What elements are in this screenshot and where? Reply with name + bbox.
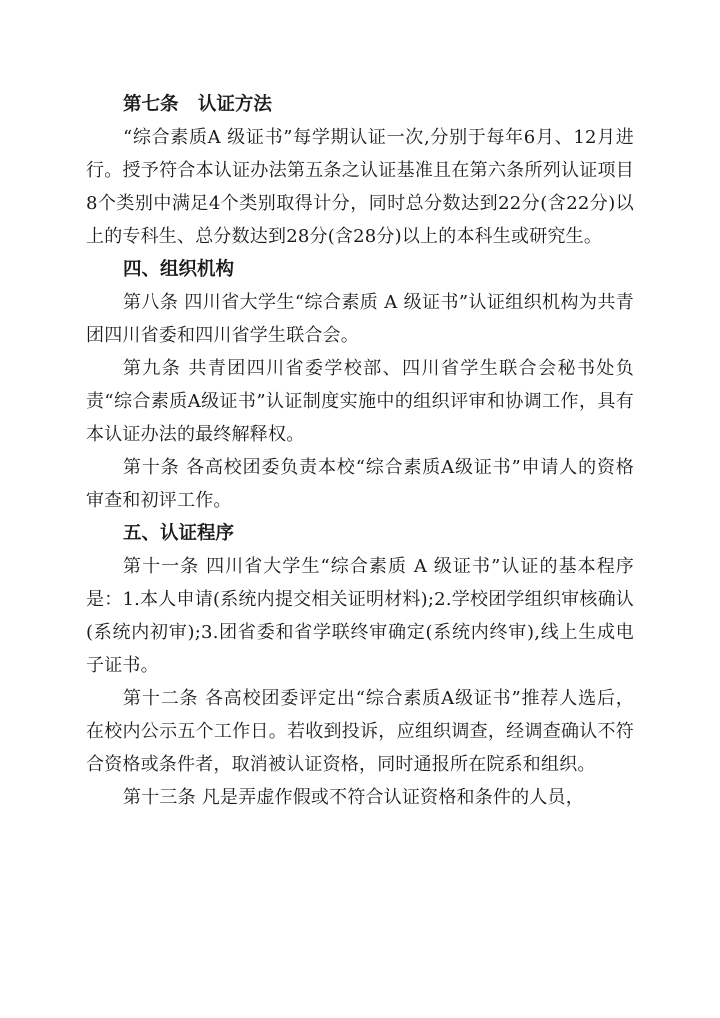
section-heading-organization: 四、组织机构 bbox=[123, 259, 235, 280]
section-heading-procedure: 五、认证程序 bbox=[123, 523, 235, 544]
paragraph-article-13: 第十三条 凡是弄虚作假或不符合认证资格和条件的人员， bbox=[123, 787, 584, 808]
paragraph-article-9: 第九条 共青团四川省委学校部、四川省学生联合会秘书处负责“综合素质A级证书”认证制度实施中的组织评审和协调工作，具有本认证办法的最终解释权。 bbox=[86, 358, 634, 445]
document-page bbox=[86, 88, 634, 814]
paragraph-article-8: 第八条 四川省大学生“综合素质 A 级证书”认证组织机构为共青团四川省委和四川省学生联合会。 bbox=[86, 292, 634, 346]
paragraph-article-12: 第十二条 各高校团委评定出“综合素质A级证书”推荐人选后，在校内公示五个工作日。若收到投诉，应组织调查，经调查确认不符合资格或条件者，取消被认证资格，同时通报所在院系和组织。 bbox=[86, 688, 634, 775]
paragraph-article-7-body: “综合素质A 级证书”每学期认证一次,分别于每年6月、12月进行。授予符合本认证办法第五条之认证基准且在第六条所列认证项目8个类别中满足4个类别取得计分，同时总分数达到22分(含22分)以上的专科生、总分数达到28分(含28分)以上的本科生或研究生。 bbox=[86, 127, 634, 247]
paragraph-article-10: 第十条 各高校团委负责本校“综合素质A级证书”申请人的资格审查和初评工作。 bbox=[86, 457, 634, 511]
section-heading-article-7: 第七条 认证方法 bbox=[123, 94, 272, 115]
paragraph-article-11: 第十一条 四川省大学生“综合素质 A 级证书”认证的基本程序是：1.本人申请(系统内提交相关证明材料);2.学校团学组织审核确认(系统内初审);3.团省委和省学联终审确定(系统内终审),线上生成电子证书。 bbox=[86, 556, 634, 676]
